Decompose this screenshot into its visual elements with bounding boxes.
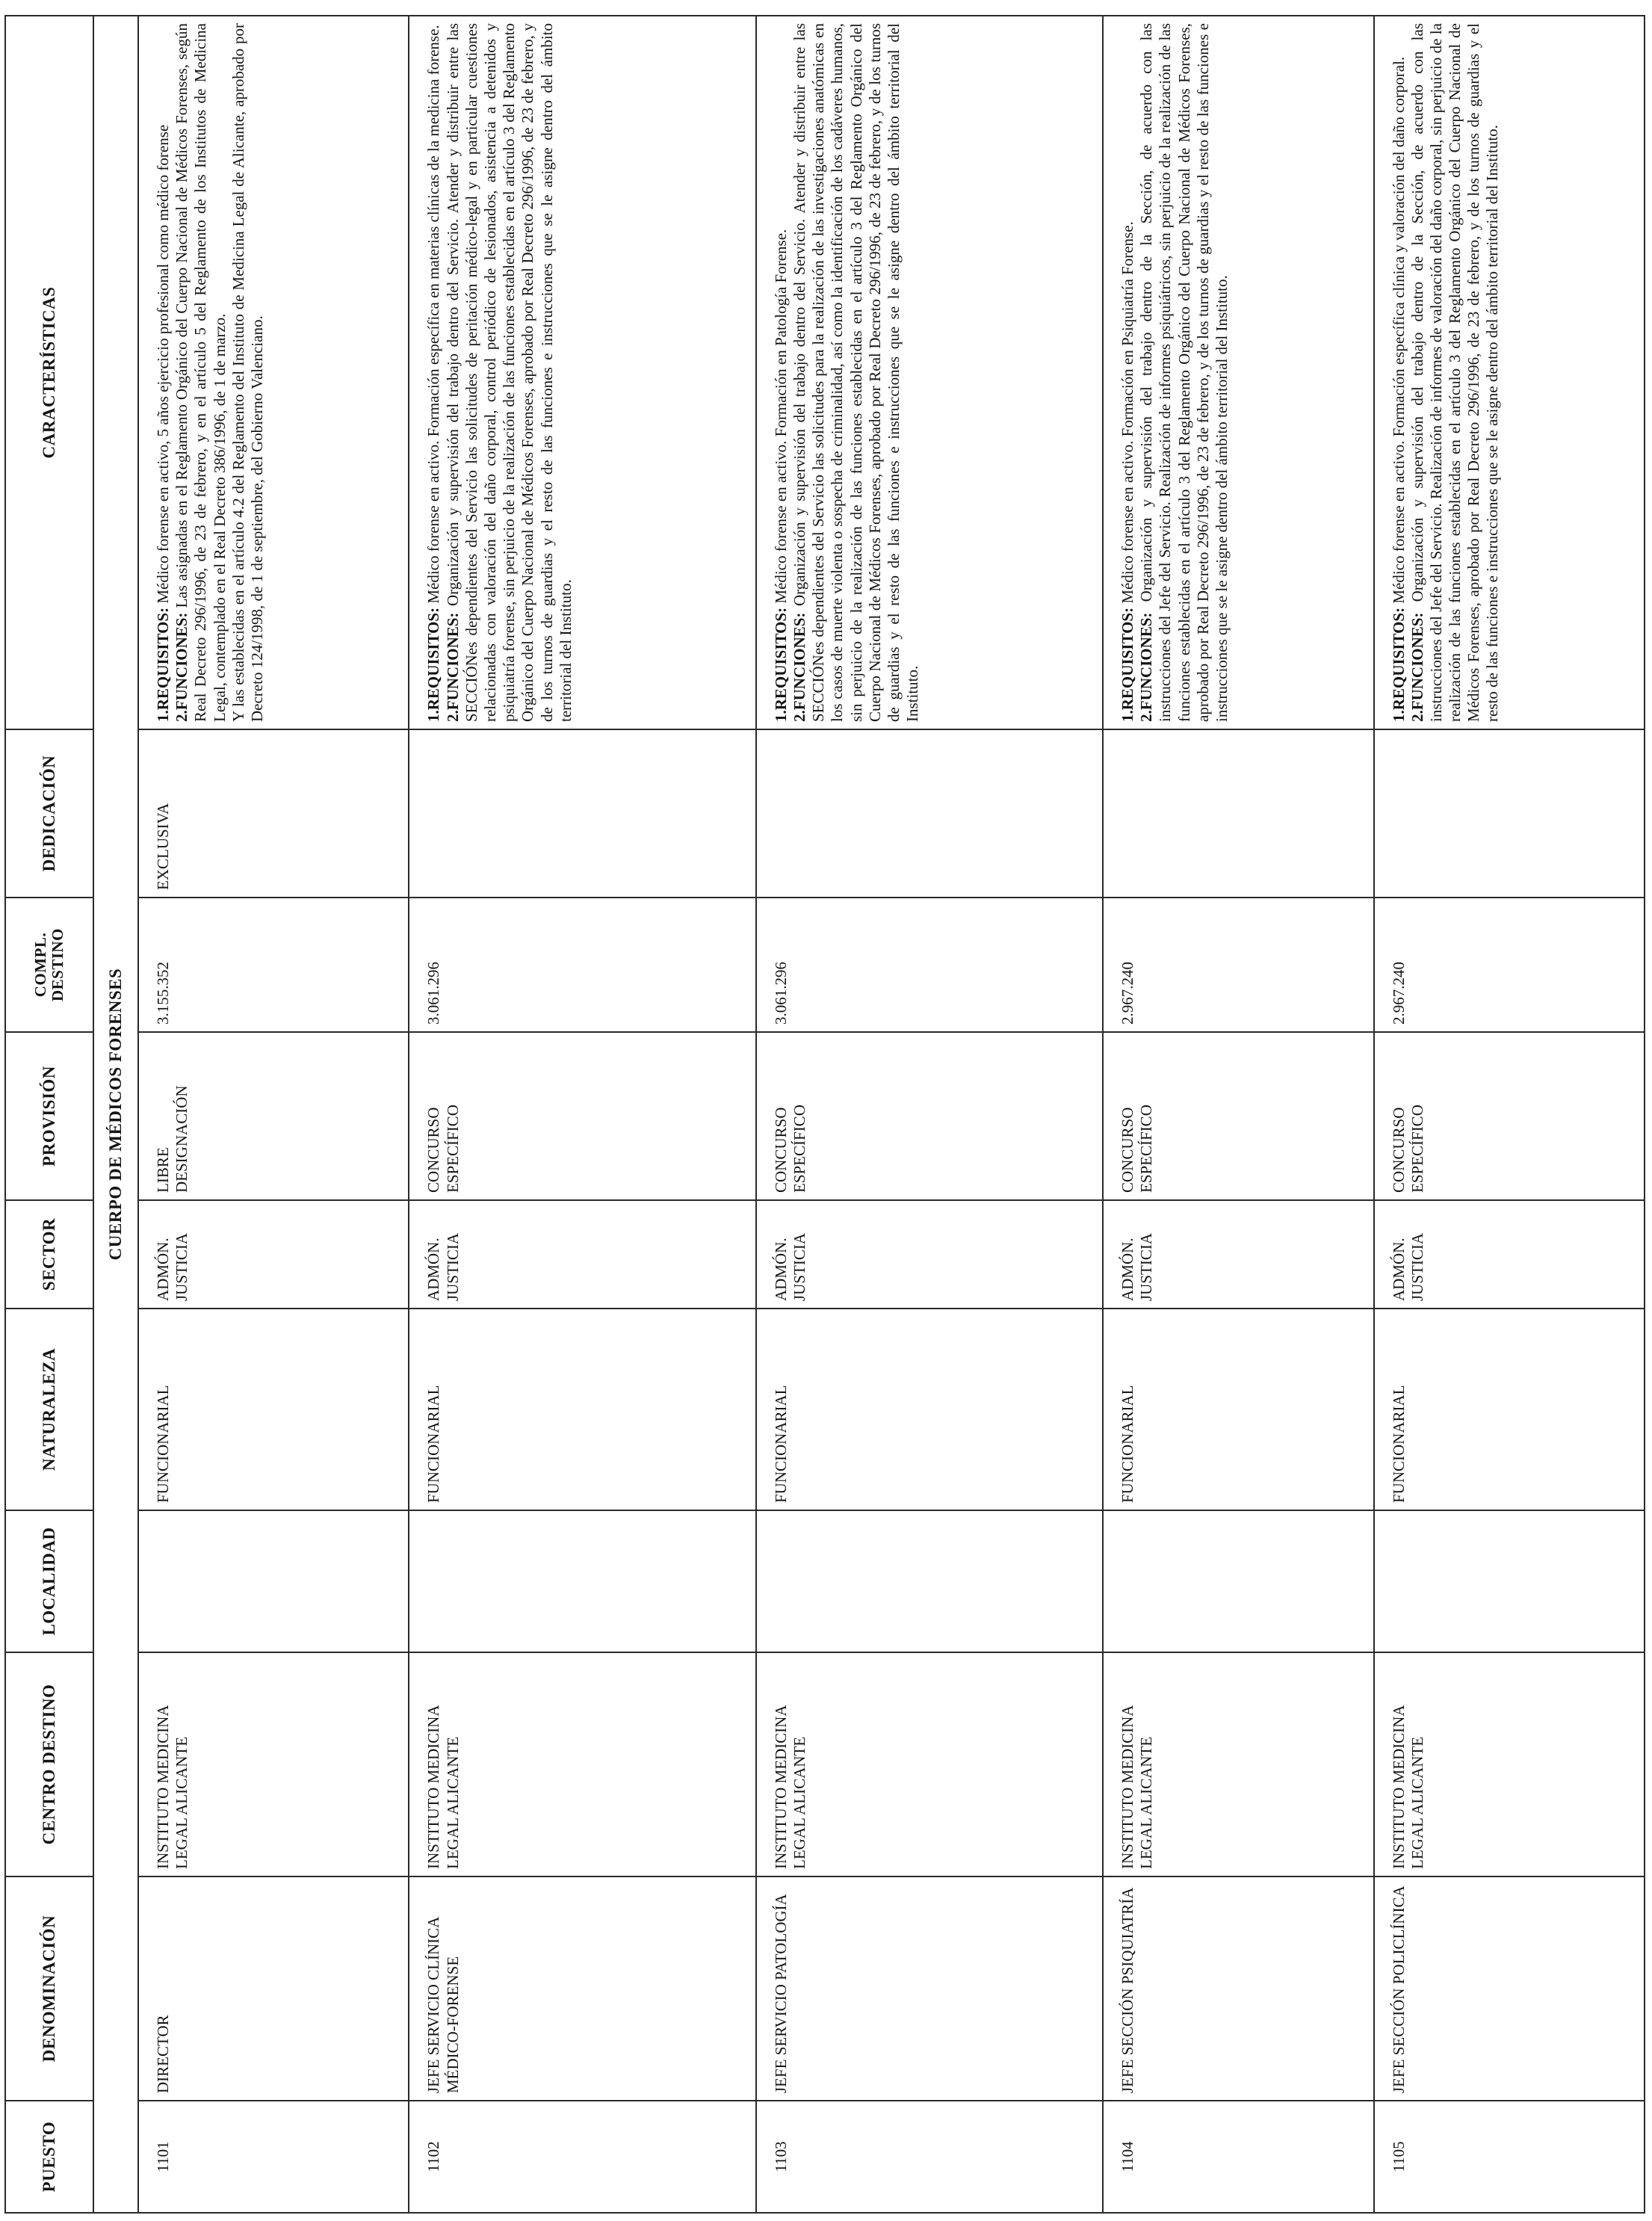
requisitos-text: Médico forense en activo. Formación específica clínica y valoración del daño corporal. xyxy=(1389,56,1408,608)
table-row xyxy=(409,16,755,2213)
cell-sector: ADMÓN. JUSTICIA xyxy=(409,1200,755,1309)
header-naturaleza: NATURALEZA xyxy=(5,1309,93,1510)
cell-localidad xyxy=(756,1510,1103,1652)
requisitos-text: Médico forense en activo. Formación en Psiquiatría Forense. xyxy=(1119,221,1137,608)
rotated-sheet xyxy=(0,9,1648,2221)
cell-localidad xyxy=(1103,1510,1373,1652)
cell-provision: LIBRE DESIGNACIÓN xyxy=(138,1032,409,1200)
table-row xyxy=(1374,16,1645,2213)
header-dedicacion: DEDICACIÓN xyxy=(5,729,93,898)
cell-provision: CONCURSO ESPECÍFICO xyxy=(1103,1032,1373,1200)
cell-denominacion: JEFE SECCIÓN POLICLÍNICA xyxy=(1374,1876,1645,2101)
extra-text: Y las establecidas en el artículo 4.2 del Reglamento del Instituto de Medicina Legal de Alicante, aprobado por Decreto 124/1998, de 1 de septiembre, del Gobierno Valenciano. xyxy=(229,23,266,722)
cell-provision: CONCURSO ESPECÍFICO xyxy=(756,1032,1103,1200)
funciones-label: 2.FUNCIONES: xyxy=(173,612,191,722)
cell-puesto: 1101 xyxy=(138,2101,409,2213)
requisitos-label: 1.REQUISITOS: xyxy=(771,607,790,722)
cell-centro-destino: INSTITUTO MEDICINA LEGAL ALICANTE xyxy=(1374,1652,1645,1876)
header-provision: PROVISIÓN xyxy=(5,1032,93,1200)
cell-caracteristicas xyxy=(756,16,1103,729)
header-puesto: PUESTO xyxy=(5,2101,93,2213)
requisitos-text: Médico forense en activo, 5 años ejercicio profesional como médico forense xyxy=(154,124,172,608)
funciones-text: Organización y supervisión del trabajo dentro de la Sección, de acuerdo con las instrucciones del Jefe del Servicio. Realización de informes psiquiátricos, sin perjuicio de la realización de las funciones establecidas en el artículo 3 del Reglamento Orgánico del Cuerpo Nacional de Médicos Forenses, aprobado por Real Decreto 296/1996, de 23 de febrero, y de los turnos de guardias y el resto de las funciones e instrucciones que se le asigne dentro del ámbito territorial del Instituto. xyxy=(1137,23,1231,722)
cell-localidad xyxy=(1374,1510,1645,1652)
cell-sector: ADMÓN. JUSTICIA xyxy=(138,1200,409,1309)
cell-naturaleza: FUNCIONARIAL xyxy=(138,1309,409,1510)
cell-compl-destino: 3.061.296 xyxy=(409,898,755,1032)
cell-dedicacion xyxy=(1374,729,1645,898)
header-centro-destino: CENTRO DESTINO xyxy=(5,1652,93,1876)
requisitos-text: Médico forense en activo. Formación específica en materias clínicas de la medicina forense. xyxy=(424,25,443,608)
cell-centro-destino: INSTITUTO MEDICINA LEGAL ALICANTE xyxy=(409,1652,755,1876)
table-row xyxy=(756,16,1103,2213)
cell-naturaleza: FUNCIONARIAL xyxy=(1374,1309,1645,1510)
header-localidad: LOCALIDAD xyxy=(5,1510,93,1652)
funciones-label: 2.FUNCIONES: xyxy=(1137,612,1156,722)
cell-compl-destino: 3.155.352 xyxy=(138,898,409,1032)
cell-puesto: 1104 xyxy=(1103,2101,1373,2213)
funciones-text: Las asignadas en el Reglamento Orgánico del Cuerpo Nacional de Médicos Forenses, según Real Decreto 296/1996, de 23 de febrero, y en el artículo 5 del Reglamento de los Institutos de Medicina Legal, contemplado en el Real Decreto 386/1996, de 1 de marzo. xyxy=(173,23,229,722)
funciones-label: 2.FUNCIONES: xyxy=(790,612,808,722)
header-caracteristicas: CARACTERÍSTICAS xyxy=(5,16,93,729)
cell-puesto: 1102 xyxy=(409,2101,755,2213)
cell-caracteristicas xyxy=(409,16,755,729)
cell-centro-destino: INSTITUTO MEDICINA LEGAL ALICANTE xyxy=(756,1652,1103,1876)
section-row xyxy=(93,16,138,2213)
header-row xyxy=(5,16,93,2213)
cell-sector: ADMÓN. JUSTICIA xyxy=(1374,1200,1645,1309)
cell-compl-destino: 2.967.240 xyxy=(1374,898,1645,1032)
positions-table xyxy=(4,15,1645,2214)
cell-denominacion: JEFE SECCIÓN PSIQUIATRÍA xyxy=(1103,1876,1373,2101)
cell-naturaleza: FUNCIONARIAL xyxy=(1103,1309,1373,1510)
cell-puesto: 1103 xyxy=(756,2101,1103,2213)
cell-dedicacion: EXCLUSIVA xyxy=(138,729,409,898)
cell-dedicacion xyxy=(756,729,1103,898)
funciones-label: 2.FUNCIONES: xyxy=(443,612,462,722)
funciones-text: Organización y supervisión del trabajo dentro del Servicio. Atender y distribuir entre las SECCIÓNes dependientes del Servicio las solicitudes de peritación médico-legal y en particular cuestiones relacionadas con valoración del daño corporal, control periódico de lesionados, asistencia a detenidos y psiquiatría forense, sin perjuicio de la realización de las funciones establecidas en el artículo 3 del Reglamento Orgánico del Cuerpo Nacional de Médicos Forenses, aprobado por Real Decreto 296/1996, de 23 de febrero, y de los turnos de guardias y el resto de las funciones e instrucciones que se le asigne dentro del ámbito territorial del Instituto. xyxy=(443,23,575,722)
funciones-text: Organización y supervisión del trabajo dentro de la Sección, de acuerdo con las instrucciones del Jefe del Servicio. Realización de informes de valoración del daño corporal, sin perjuicio de la realización de las funciones establecidas en el artículo 3 del Reglamento Orgánico del Cuerpo Nacional de Médicos Forenses, aprobado por Real Decreto 296/1996, de 23 de febrero, y de los turnos de guardias y el resto de las funciones e instrucciones que se le asigne dentro del ámbito territorial del Instituto. xyxy=(1408,23,1502,722)
table-row xyxy=(138,16,409,2213)
funciones-label: 2.FUNCIONES: xyxy=(1408,612,1426,722)
table-row xyxy=(1103,16,1373,2213)
cell-caracteristicas xyxy=(138,16,409,729)
requisitos-label: 1.REQUISITOS: xyxy=(1119,607,1137,722)
cell-provision: CONCURSO ESPECÍFICO xyxy=(1374,1032,1645,1200)
header-denominacion: DENOMINACIÓN xyxy=(5,1876,93,2101)
cell-centro-destino: INSTITUTO MEDICINA LEGAL ALICANTE xyxy=(1103,1652,1373,1876)
cell-caracteristicas xyxy=(1374,16,1645,729)
section-title: CUERPO DE MÉDICOS FORENSES xyxy=(93,16,138,2213)
cell-caracteristicas xyxy=(1103,16,1373,729)
cell-dedicacion xyxy=(1103,729,1373,898)
cell-naturaleza: FUNCIONARIAL xyxy=(409,1309,755,1510)
cell-localidad xyxy=(138,1510,409,1652)
funciones-text: Organización y supervisión del trabajo dentro del Servicio. Atender y distribuir entre las SECCIÓNes dependientes del Servicio las solicitudes para la realización de las investigaciones anatómicas en los casos de muerte violenta o sospecha de criminalidad, así como la identificación de los cadáveres humanos, sin perjuicio de la realización de las funciones establecidas en el artículo 3 del Reglamento Orgánico del Cuerpo Nacional de Médicos Forenses, aprobado por Real Decreto 296/1996, de 23 de febrero, y de los turnos de guardias y el resto de las funciones e instrucciones que se le asigne dentro del ámbito territorial del Instituto. xyxy=(790,23,922,722)
cell-sector: ADMÓN. JUSTICIA xyxy=(1103,1200,1373,1309)
cell-dedicacion xyxy=(409,729,755,898)
header-sector: SECTOR xyxy=(5,1200,93,1309)
cell-puesto: 1105 xyxy=(1374,2101,1645,2213)
cell-compl-destino: 2.967.240 xyxy=(1103,898,1373,1032)
requisitos-text: Médico forense en activo. Formación en Patología Forense. xyxy=(771,229,790,608)
requisitos-label: 1.REQUISITOS: xyxy=(1389,607,1408,722)
cell-denominacion: JEFE SERVICIO CLÍNICA MÉDICO-FORENSE xyxy=(409,1876,755,2101)
requisitos-label: 1.REQUISITOS: xyxy=(424,607,443,722)
cell-compl-destino: 3.061.296 xyxy=(756,898,1103,1032)
cell-centro-destino: INSTITUTO MEDICINA LEGAL ALICANTE xyxy=(138,1652,409,1876)
cell-naturaleza: FUNCIONARIAL xyxy=(756,1309,1103,1510)
header-compl-destino: COMPL. DESTINO xyxy=(5,898,93,1032)
cell-provision: CONCURSO ESPECÍFICO xyxy=(409,1032,755,1200)
cell-sector: ADMÓN. JUSTICIA xyxy=(756,1200,1103,1309)
cell-localidad xyxy=(409,1510,755,1652)
requisitos-label: 1.REQUISITOS: xyxy=(154,607,172,722)
cell-denominacion: DIRECTOR xyxy=(138,1876,409,2101)
cell-denominacion: JEFE SERVICIO PATOLOGÍA xyxy=(756,1876,1103,2101)
